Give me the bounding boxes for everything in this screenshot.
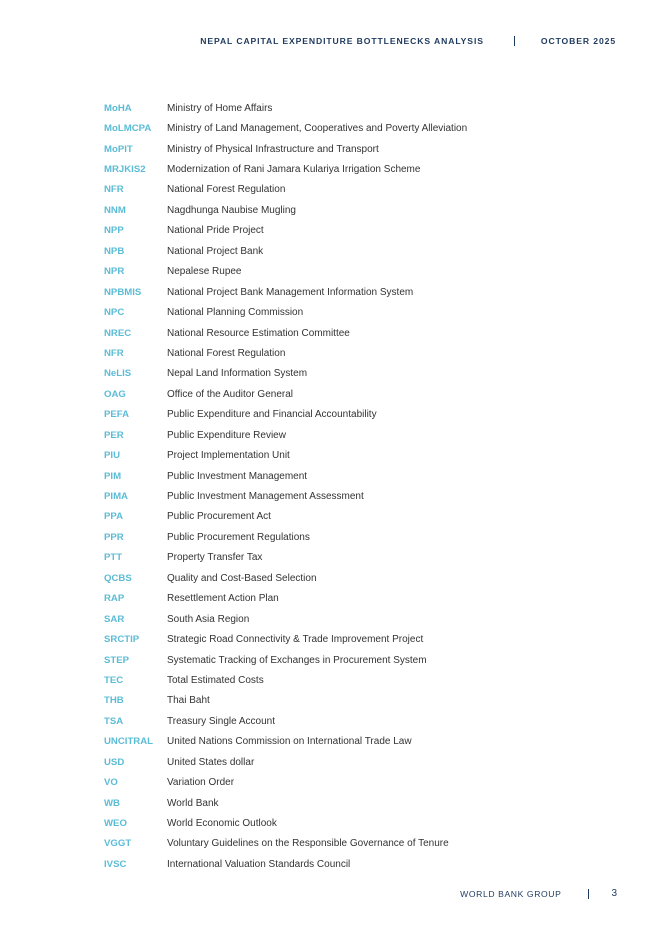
- abbreviation-definition: International Valuation Standards Council: [167, 858, 351, 870]
- abbreviation-definition: Project Implementation Unit: [167, 450, 290, 462]
- page-number: 3: [611, 888, 617, 899]
- abbreviation-definition: Voluntary Guidelines on the Responsible Governance of Tenure: [167, 838, 449, 850]
- abbreviation-row: [104, 200, 624, 220]
- abbreviation-row: [104, 711, 624, 731]
- abbreviation-row: [104, 670, 624, 690]
- abbreviation-term: NFR: [104, 347, 124, 359]
- abbreviation-definition: World Bank: [167, 797, 219, 809]
- abbreviation-term: NREC: [104, 327, 132, 339]
- abbreviation-term: TEC: [104, 674, 124, 686]
- abbreviation-term: PPR: [104, 531, 124, 543]
- abbreviation-definition: Nagdhunga Naubise Mugling: [167, 204, 296, 216]
- abbreviation-row: [104, 589, 624, 609]
- abbreviation-term: QCBS: [104, 572, 132, 584]
- abbreviation-term: VO: [104, 777, 118, 789]
- document-date: OCTOBER 2025: [540, 36, 616, 46]
- abbreviation-definition: National Resource Estimation Committee: [167, 327, 350, 339]
- abbreviation-row: [104, 180, 624, 200]
- abbreviation-row: [104, 98, 624, 118]
- abbreviation-definition: World Economic Outlook: [167, 818, 277, 830]
- abbreviation-definition: Total Estimated Costs: [167, 674, 264, 686]
- abbreviation-term: OAG: [104, 388, 126, 400]
- abbreviation-term: PTT: [104, 552, 123, 564]
- abbreviation-term: NFR: [104, 184, 124, 196]
- abbreviation-term: PIMA: [104, 491, 128, 503]
- abbreviation-term: THB: [104, 695, 124, 707]
- abbreviation-row: [104, 343, 624, 363]
- abbreviation-term: IVSC: [104, 858, 127, 870]
- document-title: NEPAL CAPITAL EXPENDITURE BOTTLENECKS ANALYSIS: [200, 36, 484, 46]
- abbreviation-row: [104, 221, 624, 241]
- abbreviation-row: [104, 159, 624, 179]
- abbreviation-term: USD: [104, 756, 125, 768]
- abbreviation-row: [104, 302, 624, 322]
- abbreviation-definition: Public Investment Management: [167, 470, 308, 482]
- abbreviation-term: RAP: [104, 593, 125, 605]
- abbreviation-definition: National Pride Project: [167, 225, 264, 237]
- abbreviation-definition: Nepalese Rupee: [167, 266, 242, 278]
- header-divider: [514, 36, 515, 46]
- abbreviation-definition: Thai Baht: [167, 695, 210, 707]
- abbreviation-term: PER: [104, 429, 124, 441]
- abbreviation-term: NPC: [104, 307, 125, 319]
- abbreviation-row: [104, 323, 624, 343]
- abbreviation-row: [104, 384, 624, 404]
- abbreviation-term: MoHA: [104, 102, 132, 114]
- abbreviation-row: [104, 466, 624, 486]
- abbreviation-term: SRCTIP: [104, 634, 140, 646]
- abbreviation-row: [104, 486, 624, 506]
- abbreviation-row: [104, 752, 624, 772]
- abbreviation-row: [104, 629, 624, 649]
- abbreviation-definition: Systematic Tracking of Exchanges in Procurement System: [167, 654, 427, 666]
- footer-brand: WORLD BANK GROUP: [460, 888, 562, 899]
- abbreviation-definition: Nepal Land Information System: [167, 368, 308, 380]
- abbreviation-row: [104, 609, 624, 629]
- abbreviation-definition: Ministry of Land Management, Cooperatives and Poverty Alleviation: [167, 123, 468, 135]
- abbreviation-definition: Resettlement Action Plan: [167, 593, 279, 605]
- abbreviation-definition: Strategic Road Connectivity & Trade Improvement Project: [167, 634, 424, 646]
- abbreviation-definition: National Project Bank: [167, 245, 264, 257]
- abbreviation-row: [104, 425, 624, 445]
- abbreviation-term: MoPIT: [104, 143, 133, 155]
- abbreviation-definition: National Project Bank Management Information System: [167, 286, 414, 298]
- page-header: [200, 36, 616, 46]
- abbreviation-term: STEP: [104, 654, 130, 666]
- abbreviation-definition: Quality and Cost-Based Selection: [167, 572, 317, 584]
- abbreviation-row: [104, 241, 624, 261]
- abbreviation-term: MoLMCPA: [104, 123, 152, 135]
- abbreviation-definition: Office of the Auditor General: [167, 388, 294, 400]
- abbreviation-row: [104, 139, 624, 159]
- abbreviation-definition: Public Procurement Act: [167, 511, 271, 523]
- abbreviation-term: NPB: [104, 245, 125, 257]
- abbreviation-definition: Public Investment Management Assessment: [167, 491, 364, 503]
- abbreviation-row: [104, 793, 624, 813]
- abbreviation-definition: Public Procurement Regulations: [167, 531, 310, 543]
- abbreviation-row: [104, 405, 624, 425]
- abbreviation-term: NPBMIS: [104, 286, 142, 298]
- abbreviation-term: NeLIS: [104, 368, 132, 380]
- abbreviation-row: [104, 650, 624, 670]
- abbreviation-definition: National Forest Regulation: [167, 184, 286, 196]
- abbreviation-row: [104, 262, 624, 282]
- abbreviation-definition: United States dollar: [167, 756, 255, 768]
- abbreviation-row: [104, 813, 624, 833]
- abbreviation-row: [104, 854, 624, 874]
- abbreviation-row: [104, 568, 624, 588]
- abbreviation-definition: Ministry of Home Affairs: [167, 102, 273, 114]
- abbreviation-term: WB: [104, 797, 120, 809]
- abbreviation-definition: South Asia Region: [167, 613, 250, 625]
- abbreviation-row: [104, 732, 624, 752]
- abbreviation-term: TSA: [104, 715, 124, 727]
- abbreviation-definition: United Nations Commission on International Trade Law: [167, 736, 412, 748]
- abbreviation-definition: Public Expenditure and Financial Accountability: [167, 409, 377, 421]
- abbreviation-term: PPA: [104, 511, 124, 523]
- abbreviation-row: [104, 548, 624, 568]
- abbreviation-term: NPR: [104, 266, 125, 278]
- abbreviation-term: NPP: [104, 225, 124, 237]
- abbreviation-definition: Public Expenditure Review: [167, 429, 286, 441]
- abbreviation-definition: Variation Order: [167, 777, 235, 789]
- abbreviation-term: VGGT: [104, 838, 132, 850]
- abbreviation-row: [104, 527, 624, 547]
- abbreviation-term: NNM: [104, 204, 126, 216]
- page-footer: [460, 888, 617, 899]
- abbreviation-term: PEFA: [104, 409, 130, 421]
- abbreviation-definition: National Forest Regulation: [167, 347, 286, 359]
- abbreviations-list: [104, 98, 624, 875]
- abbreviation-term: WEO: [104, 818, 127, 830]
- abbreviation-row: [104, 364, 624, 384]
- abbreviation-row: [104, 445, 624, 465]
- abbreviation-term: PIM: [104, 470, 122, 482]
- abbreviation-row: [104, 507, 624, 527]
- abbreviation-term: MRJKIS2: [104, 164, 146, 176]
- footer-divider: [588, 889, 589, 899]
- abbreviation-definition: Treasury Single Account: [167, 715, 276, 727]
- abbreviation-definition: National Planning Commission: [167, 307, 304, 319]
- abbreviation-definition: Modernization of Rani Jamara Kulariya Irrigation Scheme: [167, 164, 421, 176]
- abbreviation-definition: Property Transfer Tax: [167, 552, 263, 564]
- abbreviation-row: [104, 282, 624, 302]
- abbreviation-definition: Ministry of Physical Infrastructure and Transport: [167, 143, 379, 155]
- abbreviation-term: SAR: [104, 613, 125, 625]
- abbreviation-row: [104, 691, 624, 711]
- abbreviation-term: PIU: [104, 450, 120, 462]
- abbreviation-row: [104, 834, 624, 854]
- abbreviation-term: UNCITRAL: [104, 736, 154, 748]
- abbreviation-row: [104, 772, 624, 792]
- abbreviation-row: [104, 118, 624, 138]
